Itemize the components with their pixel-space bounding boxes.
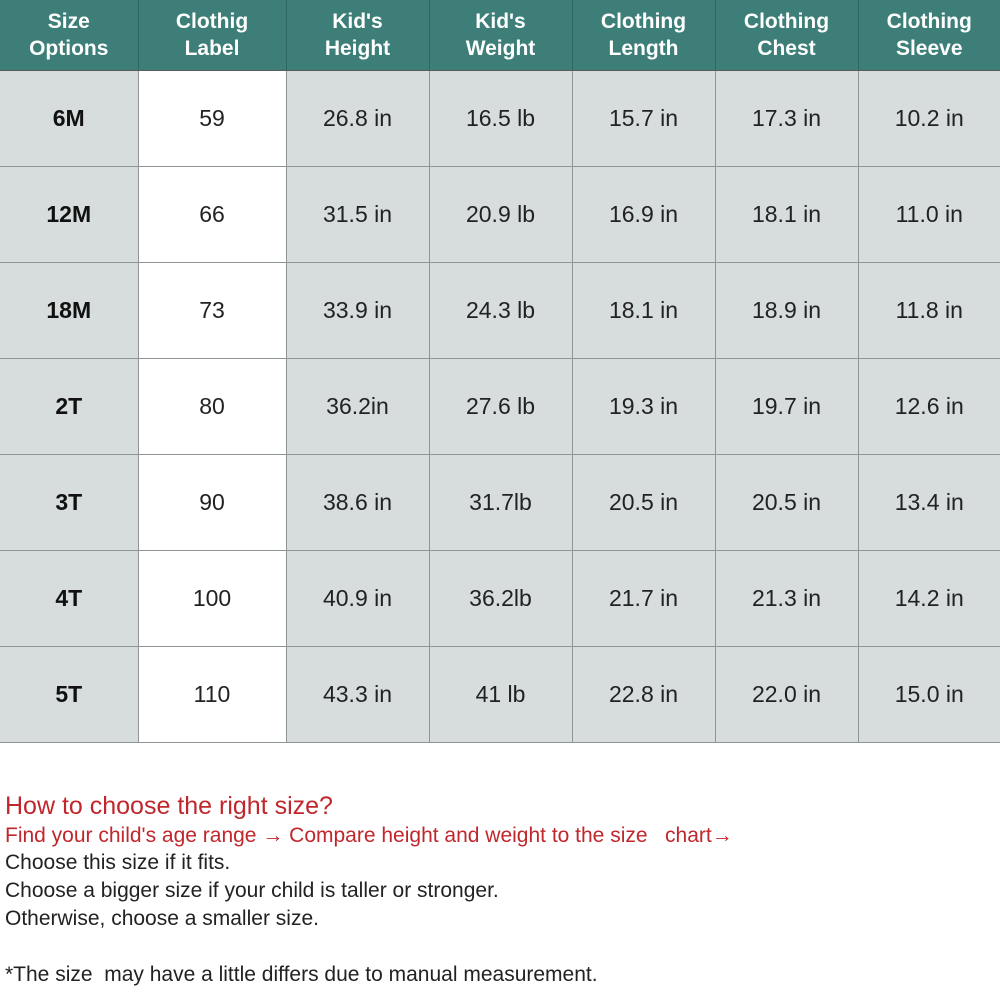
weight-cell: 20.9 lb [429, 167, 572, 263]
height-cell: 26.8 in [286, 71, 429, 167]
weight-cell: 31.7lb [429, 455, 572, 551]
sleeve-cell: 10.2 in [858, 71, 1000, 167]
label-cell: 110 [138, 647, 286, 743]
weight-cell: 27.6 lb [429, 359, 572, 455]
guide-line: Choose this size if it fits. [5, 851, 231, 874]
weight-cell: 41 lb [429, 647, 572, 743]
length-cell: 21.7 in [572, 551, 715, 647]
header-clothing-label: Clothig Label [138, 0, 286, 71]
chest-cell: 18.1 in [715, 167, 858, 263]
table-row [0, 647, 1000, 743]
table-row [0, 167, 1000, 263]
chest-cell: 22.0 in [715, 647, 858, 743]
header-row [0, 0, 1000, 71]
table-row [0, 359, 1000, 455]
header-kids-weight: Kid's Weight [429, 0, 572, 71]
height-cell: 38.6 in [286, 455, 429, 551]
size-cell: 5T [0, 647, 138, 743]
height-cell: 40.9 in [286, 551, 429, 647]
length-cell: 18.1 in [572, 263, 715, 359]
size-cell: 6M [0, 71, 138, 167]
guide-title: How to choose the right size? [5, 792, 333, 820]
label-cell: 66 [138, 167, 286, 263]
chest-cell: 21.3 in [715, 551, 858, 647]
sleeve-cell: 12.6 in [858, 359, 1000, 455]
chest-cell: 20.5 in [715, 455, 858, 551]
guide-line: Otherwise, choose a smaller size. [5, 907, 319, 930]
table-row [0, 551, 1000, 647]
height-cell: 43.3 in [286, 647, 429, 743]
size-cell: 18M [0, 263, 138, 359]
sleeve-cell: 14.2 in [858, 551, 1000, 647]
length-cell: 22.8 in [572, 647, 715, 743]
length-cell: 15.7 in [572, 71, 715, 167]
label-cell: 73 [138, 263, 286, 359]
label-cell: 80 [138, 359, 286, 455]
size-cell: 4T [0, 551, 138, 647]
measurement-note: *The size may have a little differs due to manual measurement. [5, 963, 598, 986]
table-row [0, 263, 1000, 359]
length-cell: 19.3 in [572, 359, 715, 455]
size-cell: 2T [0, 359, 138, 455]
size-cell: 3T [0, 455, 138, 551]
size-cell: 12M [0, 167, 138, 263]
table-row [0, 71, 1000, 167]
guide-step: Find your child's age range → Compare height and weight to the size chart→ [5, 824, 733, 847]
height-cell: 36.2in [286, 359, 429, 455]
weight-cell: 24.3 lb [429, 263, 572, 359]
table-row [0, 455, 1000, 551]
weight-cell: 36.2lb [429, 551, 572, 647]
header-clothing-length: Clothing Length [572, 0, 715, 71]
chest-cell: 17.3 in [715, 71, 858, 167]
header-kids-height: Kid's Height [286, 0, 429, 71]
height-cell: 31.5 in [286, 167, 429, 263]
label-cell: 90 [138, 455, 286, 551]
sleeve-cell: 11.8 in [858, 263, 1000, 359]
sleeve-cell: 11.0 in [858, 167, 1000, 263]
sleeve-cell: 15.0 in [858, 647, 1000, 743]
weight-cell: 16.5 lb [429, 71, 572, 167]
length-cell: 20.5 in [572, 455, 715, 551]
header-clothing-chest: Clothing Chest [715, 0, 858, 71]
header-clothing-sleeve: Clothing Sleeve [858, 0, 1000, 71]
guide-line: Choose a bigger size if your child is taller or stronger. [5, 879, 499, 902]
sleeve-cell: 13.4 in [858, 455, 1000, 551]
length-cell: 16.9 in [572, 167, 715, 263]
chest-cell: 19.7 in [715, 359, 858, 455]
label-cell: 59 [138, 71, 286, 167]
height-cell: 33.9 in [286, 263, 429, 359]
header-size-options: Size Options [0, 0, 138, 71]
size-guide [5, 790, 995, 989]
label-cell: 100 [138, 551, 286, 647]
chest-cell: 18.9 in [715, 263, 858, 359]
